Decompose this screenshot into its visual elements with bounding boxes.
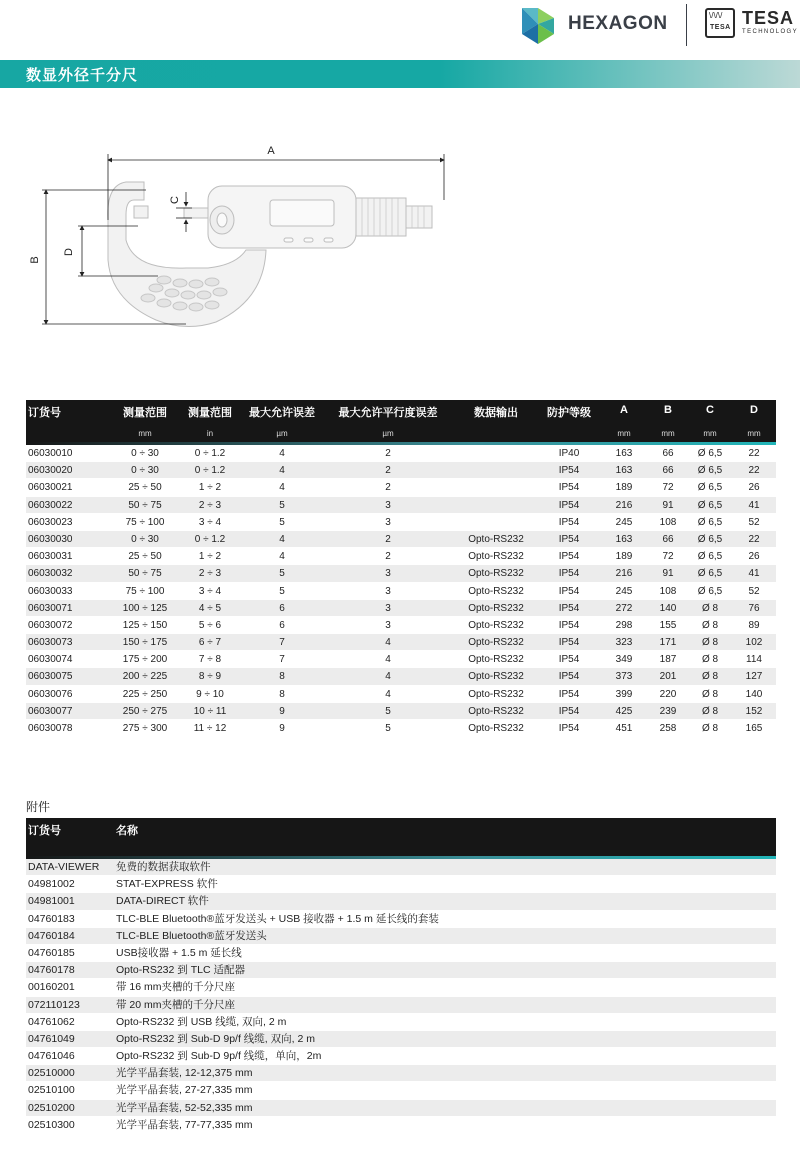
cell-dim-d: 165	[745, 723, 763, 734]
cell-range-in: 0 ÷ 1.2	[194, 465, 226, 477]
col-header-range-in: 测量范围	[188, 407, 232, 419]
cell-order-no: 06030023	[28, 516, 73, 528]
cell-dim-a: 163	[615, 465, 633, 477]
cell-order-no: 06030076	[28, 688, 73, 700]
accessories-table-header	[26, 818, 776, 856]
cell-max-error: 4	[279, 551, 285, 563]
tesa-subtitle: TECHNOLOGY	[742, 29, 799, 35]
table-row	[26, 583, 776, 600]
cell-dim-c: Ø 6,5	[697, 585, 723, 597]
cell-range-in: 8 ÷ 9	[198, 671, 222, 683]
cell-range-in: 9 ÷ 10	[196, 688, 224, 700]
cell-dim-d: 26	[748, 551, 760, 563]
cell-dim-d: 89	[748, 619, 760, 631]
cell-dim-b: 187	[659, 654, 677, 666]
cell-dim-c: Ø 8	[701, 705, 719, 717]
cell-max-error: 7	[279, 637, 285, 649]
cell-dim-d: 22	[748, 448, 760, 459]
cell-parallelism: 4	[385, 671, 391, 683]
cell-data-output: Opto-RS232	[468, 723, 524, 734]
col-header-parallelism: 最大允许平行度误差	[338, 407, 438, 419]
cell-range-mm: 75 ÷ 100	[125, 585, 165, 597]
cell-name: TLC-BLE Bluetooth®蓝牙发送头	[116, 929, 267, 942]
spec-table	[26, 400, 776, 737]
cell-range-mm: 0 ÷ 30	[131, 533, 159, 545]
micrometer-drawing	[26, 140, 466, 345]
list-item	[26, 1014, 776, 1031]
cell-dim-a: 245	[615, 585, 633, 597]
cell-dim-a: 189	[615, 551, 633, 563]
cell-dim-d: 140	[745, 688, 763, 700]
cell-data-output: Opto-RS232	[468, 533, 524, 545]
cell-range-in: 0 ÷ 1.2	[194, 533, 226, 545]
cell-range-in: 2 ÷ 3	[198, 499, 222, 511]
list-item	[26, 1117, 776, 1134]
cell-data-output: Opto-RS232	[468, 602, 524, 614]
cell-name: DATA-DIRECT 软件	[116, 895, 209, 908]
cell-data-output: Opto-RS232	[468, 654, 524, 666]
list-item	[26, 928, 776, 945]
cell-data-output: Opto-RS232	[468, 671, 524, 683]
cell-range-in: 7 ÷ 8	[198, 654, 222, 666]
cell-dim-c: Ø 8	[701, 637, 719, 649]
cell-parallelism: 4	[385, 637, 391, 649]
cell-dim-a: 323	[615, 637, 633, 649]
cell-dim-d: 41	[748, 568, 760, 580]
cell-protection: IP54	[558, 723, 580, 734]
cell-dim-d: 102	[745, 637, 763, 649]
cell-parallelism: 3	[385, 568, 391, 580]
col-header-protection: 防护等级	[547, 407, 591, 419]
cell-parallelism: 3	[385, 602, 391, 614]
col-header-b: B	[664, 404, 672, 416]
cell-max-error: 8	[279, 688, 285, 700]
cell-order-no: DATA-VIEWER	[28, 861, 100, 873]
dimension-label-a: A	[267, 145, 275, 157]
cell-order-no: 04981001	[28, 895, 75, 908]
cell-data-output: Opto-RS232	[468, 551, 524, 563]
cell-dim-b: 91	[662, 499, 674, 511]
page-title-band	[0, 60, 800, 88]
cell-protection: IP54	[558, 551, 580, 563]
cell-data-output: Opto-RS232	[468, 585, 524, 597]
cell-order-no: 04761049	[28, 1032, 75, 1045]
cell-order-no: 06030033	[28, 585, 73, 597]
cell-range-mm: 50 ÷ 75	[128, 568, 162, 580]
table-row	[26, 565, 776, 582]
cell-order-no: 06030072	[28, 619, 73, 631]
cell-parallelism: 4	[385, 654, 391, 666]
col-unit-a: mm	[617, 429, 631, 438]
cell-order-no: 06030075	[28, 671, 73, 683]
list-item	[26, 945, 776, 962]
cell-max-error: 5	[279, 568, 285, 580]
col-header-order-no: 订货号	[28, 407, 61, 419]
cell-name: Opto-RS232 到 USB 线缆, 双向, 2 m	[116, 1015, 287, 1028]
list-item	[26, 979, 776, 996]
cell-max-error: 6	[279, 619, 285, 631]
cell-name: 光学平晶套装, 27-27,335 mm	[116, 1084, 253, 1097]
cell-order-no: 04760178	[28, 964, 75, 977]
cell-range-mm: 225 ÷ 250	[122, 688, 168, 700]
cell-max-error: 6	[279, 602, 285, 614]
col-header-d: D	[750, 404, 758, 416]
cell-order-no: 04760183	[28, 912, 75, 925]
cell-range-mm: 25 ÷ 50	[128, 551, 162, 563]
cell-dim-b: 201	[659, 671, 677, 683]
list-item	[26, 893, 776, 910]
table-row	[26, 651, 776, 668]
cell-dim-b: 72	[662, 551, 674, 563]
cell-name: TLC-BLE Bluetooth®蓝牙发送头 + USB 接收器 + 1.5 m 延长线的套装	[116, 912, 439, 925]
accessories-table-body	[26, 859, 776, 1134]
cell-name: Opto-RS232 到 Sub-D 9p/f 线缆, 双向, 2 m	[116, 1032, 315, 1045]
table-row	[26, 634, 776, 651]
table-row	[26, 668, 776, 685]
cell-range-in: 4 ÷ 5	[198, 602, 222, 614]
cell-order-no: 02510000	[28, 1067, 75, 1080]
cell-range-mm: 0 ÷ 30	[131, 448, 159, 459]
cell-dim-b: 220	[659, 688, 677, 700]
cell-dim-d: 114	[746, 654, 762, 666]
cell-dim-c: Ø 8	[701, 688, 719, 700]
list-item	[26, 997, 776, 1014]
cell-name: 带 16 mm夹槽的千分尺座	[116, 981, 236, 994]
cell-protection: IP54	[558, 637, 580, 649]
table-row	[26, 686, 776, 703]
cell-max-error: 5	[279, 516, 285, 528]
cell-order-no: 04760184	[28, 929, 75, 942]
table-row	[26, 531, 776, 548]
table-row	[26, 514, 776, 531]
cell-order-no: 06030021	[28, 482, 73, 494]
cell-dim-d: 22	[748, 465, 760, 477]
cell-range-in: 3 ÷ 4	[198, 516, 222, 528]
cell-dim-b: 108	[659, 516, 677, 528]
cell-protection: IP54	[558, 482, 580, 494]
cell-protection: IP54	[558, 499, 580, 511]
cell-parallelism: 2	[385, 465, 391, 477]
cell-dim-a: 163	[615, 533, 633, 545]
acc-col-header-order-no: 订货号	[28, 825, 61, 837]
col-header-max-error: 最大允许误差	[249, 407, 315, 419]
cell-dim-a: 163	[615, 448, 633, 459]
cell-name: 光学平晶套装, 52-52,335 mm	[116, 1101, 253, 1114]
cell-dim-b: 66	[662, 533, 674, 545]
cell-protection: IP54	[558, 654, 580, 666]
cell-max-error: 4	[279, 533, 285, 545]
cell-range-mm: 250 ÷ 275	[122, 705, 168, 717]
cell-order-no: 02510200	[28, 1101, 75, 1114]
cell-max-error: 8	[279, 671, 285, 683]
cell-range-in: 11 ÷ 12	[193, 723, 227, 734]
cell-range-mm: 50 ÷ 75	[128, 499, 162, 511]
cell-max-error: 4	[279, 482, 285, 494]
cell-parallelism: 3	[385, 619, 391, 631]
col-unit-range-in: in	[206, 429, 214, 438]
col-unit-range-mm: mm	[138, 429, 152, 438]
col-header-range-mm: 测量范围	[123, 407, 167, 419]
cell-protection: IP40	[558, 448, 580, 459]
cell-parallelism: 2	[385, 448, 391, 459]
cell-order-no: 04981002	[28, 878, 75, 891]
cell-protection: IP54	[558, 568, 580, 580]
cell-dim-b: 66	[662, 465, 674, 477]
accessories-table	[26, 818, 776, 1134]
cell-dim-a: 399	[615, 688, 633, 700]
list-item	[26, 1048, 776, 1065]
cell-range-mm: 75 ÷ 100	[125, 516, 165, 528]
cell-order-no: 02510300	[28, 1118, 75, 1131]
table-row	[26, 445, 776, 462]
cell-dim-c: Ø 8	[701, 602, 719, 614]
spec-table-header	[26, 400, 776, 442]
table-row	[26, 479, 776, 496]
cell-parallelism: 3	[385, 516, 391, 528]
cell-dim-b: 72	[662, 482, 674, 494]
cell-order-no: 04761062	[28, 1015, 75, 1028]
cell-order-no: 06030078	[28, 723, 73, 734]
cell-protection: IP54	[558, 602, 580, 614]
cell-protection: IP54	[558, 585, 580, 597]
cell-range-in: 3 ÷ 4	[198, 585, 222, 597]
cell-range-in: 1 ÷ 2	[198, 482, 222, 494]
hexagon-logo-icon	[518, 4, 560, 46]
col-unit-c: mm	[703, 429, 717, 438]
cell-dim-c: Ø 6,5	[697, 448, 723, 459]
dimension-label-c: C	[169, 196, 181, 204]
cell-order-no: 06030030	[28, 533, 73, 545]
cell-name: Opto-RS232 到 Sub-D 9p/f 线缆，单向，2m	[116, 1050, 322, 1063]
col-unit-max-error: µm	[276, 429, 288, 438]
cell-dim-d: 127	[745, 671, 763, 683]
cell-parallelism: 3	[385, 585, 391, 597]
cell-dim-d: 26	[748, 482, 760, 494]
col-unit-b: mm	[661, 429, 675, 438]
cell-name: USB接收器 + 1.5 m 延长线	[116, 946, 242, 959]
dimension-label-b: B	[29, 256, 41, 264]
cell-dim-d: 22	[748, 533, 760, 545]
cell-parallelism: 3	[385, 499, 391, 511]
col-header-c: C	[706, 404, 714, 416]
cell-order-no: 072110123	[28, 998, 80, 1011]
cell-order-no: 04761046	[28, 1050, 75, 1063]
cell-dim-a: 216	[615, 568, 633, 580]
cell-range-mm: 100 ÷ 125	[122, 602, 168, 614]
cell-dim-a: 189	[615, 482, 633, 494]
cell-name: STAT-EXPRESS 软件	[116, 878, 218, 891]
cell-dim-a: 216	[615, 499, 633, 511]
cell-protection: IP54	[558, 533, 580, 545]
col-header-data-output: 数据输出	[474, 407, 518, 419]
cell-name: 光学平晶套装, 12-12,375 mm	[116, 1067, 253, 1080]
brand-divider	[686, 4, 687, 46]
cell-dim-d: 52	[748, 585, 760, 597]
cell-dim-a: 245	[615, 516, 633, 528]
cell-name: Opto-RS232 到 TLC 适配器	[116, 964, 245, 977]
cell-dim-c: Ø 8	[701, 671, 719, 683]
cell-dim-a: 373	[615, 671, 633, 683]
cell-range-in: 6 ÷ 7	[198, 637, 222, 649]
cell-range-mm: 150 ÷ 175	[122, 637, 168, 649]
cell-max-error: 9	[279, 705, 285, 717]
table-row	[26, 703, 776, 720]
cell-order-no: 00160201	[28, 981, 75, 994]
cell-order-no: 06030020	[28, 465, 73, 477]
dimension-label-d: D	[63, 248, 75, 256]
brand-header	[0, 0, 800, 58]
cell-protection: IP54	[558, 688, 580, 700]
accessories-caption: 附件	[26, 800, 51, 814]
cell-dim-a: 298	[615, 619, 633, 631]
cell-range-mm: 25 ÷ 50	[128, 482, 162, 494]
cell-dim-d: 52	[748, 516, 760, 528]
cell-protection: IP54	[558, 705, 580, 717]
cell-protection: IP54	[558, 465, 580, 477]
cell-dim-c: Ø 6,5	[697, 516, 723, 528]
acc-col-header-name: 名称	[116, 825, 138, 837]
cell-data-output: Opto-RS232	[468, 619, 524, 631]
cell-name: 光学平晶套装, 77-77,335 mm	[116, 1118, 253, 1131]
cell-max-error: 4	[279, 465, 285, 477]
hexagon-wordmark: HEXAGON	[568, 13, 668, 34]
cell-dim-b: 155	[659, 619, 677, 631]
cell-range-in: 10 ÷ 11	[193, 705, 227, 717]
cell-range-in: 1 ÷ 2	[198, 551, 222, 563]
cell-order-no: 04760185	[28, 946, 75, 959]
cell-dim-c: Ø 6,5	[697, 465, 723, 477]
cell-dim-b: 239	[659, 705, 677, 717]
col-unit-parallelism: µm	[382, 429, 394, 438]
col-unit-d: mm	[747, 429, 761, 438]
cell-dim-a: 349	[615, 654, 633, 666]
cell-data-output: Opto-RS232	[468, 568, 524, 580]
list-item	[26, 911, 776, 928]
cell-max-error: 9	[279, 723, 285, 734]
cell-dim-d: 41	[748, 499, 760, 511]
cell-data-output: Opto-RS232	[468, 637, 524, 649]
table-row	[26, 617, 776, 634]
cell-dim-d: 152	[745, 705, 763, 717]
tesa-logo-icon	[705, 8, 735, 38]
list-item	[26, 962, 776, 979]
cell-range-mm: 275 ÷ 300	[122, 723, 168, 734]
cell-protection: IP54	[558, 516, 580, 528]
cell-range-mm: 125 ÷ 150	[122, 619, 168, 631]
cell-max-error: 5	[279, 585, 285, 597]
list-item	[26, 1100, 776, 1117]
col-header-a: A	[620, 404, 628, 416]
tesa-wordmark: TESA	[742, 8, 795, 28]
cell-range-mm: 200 ÷ 225	[122, 671, 168, 683]
cell-order-no: 06030031	[28, 551, 73, 563]
cell-dim-c: Ø 6,5	[697, 499, 723, 511]
cell-dim-c: Ø 8	[701, 723, 719, 734]
cell-dim-a: 272	[615, 602, 633, 614]
cell-max-error: 7	[279, 654, 285, 666]
cell-max-error: 4	[279, 448, 285, 459]
cell-order-no: 06030010	[28, 448, 73, 459]
table-row	[26, 548, 776, 565]
cell-dim-c: Ø 6,5	[697, 533, 723, 545]
cell-order-no: 02510100	[28, 1084, 75, 1097]
tesa-logo-text: TESA	[710, 24, 731, 31]
cell-dim-c: Ø 6,5	[697, 551, 723, 563]
table-row	[26, 720, 776, 737]
cell-dim-b: 140	[659, 602, 677, 614]
cell-parallelism: 5	[385, 705, 391, 717]
cell-dim-a: 451	[615, 723, 633, 734]
cell-max-error: 5	[279, 499, 285, 511]
list-item	[26, 876, 776, 893]
cell-range-in: 0 ÷ 1.2	[194, 448, 226, 459]
cell-parallelism: 2	[385, 482, 391, 494]
table-row	[26, 462, 776, 479]
tesa-logo-mark: \/\/\/	[709, 11, 723, 20]
list-item	[26, 1082, 776, 1099]
list-item	[26, 1031, 776, 1048]
list-item	[26, 859, 776, 876]
table-row	[26, 600, 776, 617]
cell-range-in: 5 ÷ 6	[198, 619, 222, 631]
spec-table-body	[26, 445, 776, 737]
cell-dim-c: Ø 8	[701, 654, 719, 666]
cell-range-in: 2 ÷ 3	[198, 568, 222, 580]
cell-dim-b: 91	[662, 568, 674, 580]
cell-dim-a: 425	[615, 705, 633, 717]
cell-data-output: Opto-RS232	[468, 688, 524, 700]
cell-dim-b: 66	[662, 448, 674, 459]
cell-order-no: 06030032	[28, 568, 73, 580]
cell-name: 免费的数据获取软件	[116, 861, 211, 873]
cell-parallelism: 5	[385, 723, 391, 734]
cell-parallelism: 2	[385, 551, 391, 563]
cell-order-no: 06030073	[28, 637, 73, 649]
cell-dim-c: Ø 6,5	[697, 482, 723, 494]
table-row	[26, 497, 776, 514]
cell-protection: IP54	[558, 619, 580, 631]
cell-dim-d: 76	[748, 602, 760, 614]
page-title: 数显外径千分尺	[26, 67, 139, 84]
cell-protection: IP54	[558, 671, 580, 683]
cell-parallelism: 2	[385, 533, 391, 545]
cell-dim-b: 258	[659, 723, 677, 734]
cell-range-mm: 175 ÷ 200	[122, 654, 168, 666]
cell-dim-b: 171	[659, 637, 677, 649]
list-item	[26, 1065, 776, 1082]
cell-parallelism: 4	[385, 688, 391, 700]
cell-order-no: 06030077	[28, 705, 73, 717]
cell-dim-c: Ø 6,5	[697, 568, 723, 580]
cell-dim-c: Ø 8	[701, 619, 719, 631]
cell-order-no: 06030071	[28, 602, 73, 614]
cell-dim-b: 108	[659, 585, 677, 597]
cell-range-mm: 0 ÷ 30	[131, 465, 159, 477]
cell-name: 带 20 mm夹槽的千分尺座	[116, 998, 236, 1011]
cell-order-no: 06030074	[28, 654, 73, 666]
cell-data-output: Opto-RS232	[468, 705, 524, 717]
cell-order-no: 06030022	[28, 499, 73, 511]
